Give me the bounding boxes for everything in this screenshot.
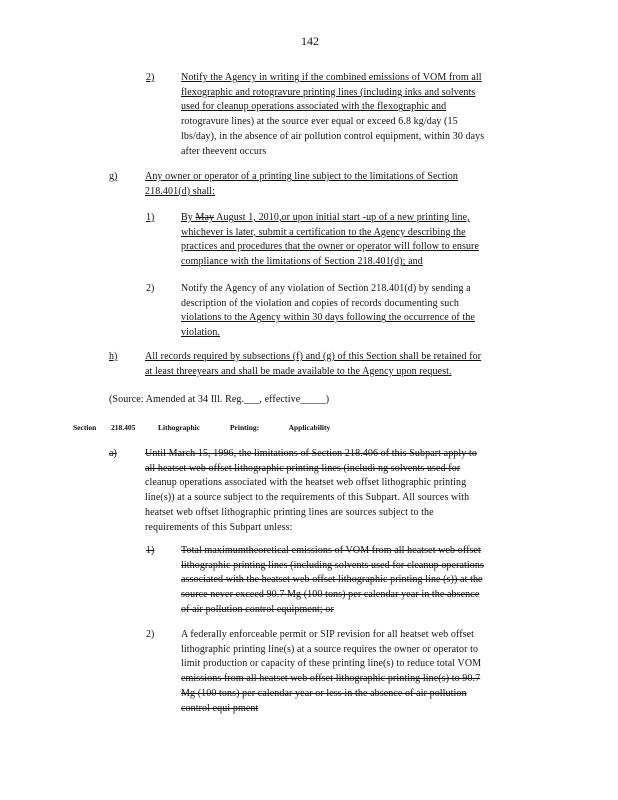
text-line: violation. (181, 327, 221, 339)
text-line: cleanup operations associated with the heatset web offset lithographic printing (145, 477, 467, 489)
text-fragment: By (181, 212, 196, 223)
text-line: source never exceed 90.7 Mg (100 tons) per calendar year in the absence (181, 589, 480, 601)
paragraph-h (145, 350, 539, 379)
text-line (181, 211, 531, 226)
item-marker: 2) (146, 72, 155, 83)
struck-text: May (195, 212, 215, 223)
text-line: all heatset web offset lithographic printing lines (includi ng solvents used for (145, 462, 461, 474)
text-line: emissions from all heatset web offset lithographic printing line(s) to 90.7 (181, 673, 481, 685)
text-fragment: August 1, 2010,or upon initial start -up of a new printing line, (214, 212, 470, 223)
text-line: of air pollution control equipment; or (181, 603, 334, 615)
text-line: Any owner or operator of a printing line subject to the limitations of Section (145, 171, 459, 182)
text-line: lithographic printing line(s) at a source requires the owner or operator to (181, 643, 479, 655)
text-line: line(s)) at a source subject to the requirements of this Subpart. All sources with (145, 492, 470, 504)
text-line: requirements of this Subpart unless: (145, 521, 293, 533)
text-line: practices and procedures that the owner or operator will follow to ensure (181, 241, 480, 253)
text-line: A federally enforceable permit or SIP revision for all heatset web offset (181, 629, 475, 640)
paragraph-a (145, 447, 537, 535)
subsection-marker-a: a) (109, 448, 117, 459)
item-marker: 2) (146, 283, 155, 294)
paragraph-g (145, 170, 517, 199)
text-line: used for cleanup operations associated with the flexographic and (181, 101, 447, 113)
paragraph-a-1 (181, 544, 537, 618)
text-line: at least threeyears and shall be made available to the Agency upon request. (145, 365, 452, 377)
section-number: 218.405 (111, 423, 136, 432)
text-line: rotogravure lines) at the source ever equal or exceed 6.8 kg/day (15 (181, 116, 458, 128)
subsection-marker-h: h) (109, 351, 118, 362)
text-line: description of the violation and copies of records documenting such (181, 297, 460, 309)
text-line: compliance with the limitations of Section 218.401(d); and (181, 256, 423, 268)
text-line: 218.401(d) shall: (145, 185, 216, 197)
text-line: Until March 15, 1996, the limitations of Section 218.406 of this Subpart apply to (145, 448, 477, 459)
text-line: flexographic and rotogravure printing lines (including inks and solvents (181, 86, 476, 98)
text-line: Total maximumtheoretical emissions of VOM from all heatset web offset (181, 545, 481, 556)
text-line: violations to the Agency within 30 days following the occurrence of the (181, 312, 475, 324)
text-line: heatset web offset lithographic printing lines are sources subject to the (145, 506, 434, 518)
item-marker: 1) (146, 212, 155, 223)
section-label: Section (73, 423, 97, 432)
paragraph-g-1 (181, 211, 531, 270)
page-number: 142 (301, 34, 319, 48)
text-line: control equi pment (181, 702, 259, 714)
text-line: Notify the Agency of any violation of Section 218.401(d) by sending a (181, 283, 471, 294)
text-line: Notify the Agency in writing if the combined emissions of VOM from all (181, 72, 482, 83)
item-marker: 2) (146, 629, 155, 640)
text-line: lbs/day), in the absence of air pollution control equipment, within 30 days (181, 130, 485, 142)
text-line: after theevent occurs (181, 145, 267, 157)
paragraph-notify-agency (181, 71, 536, 159)
text-line: All records required by subsections (f) and (g) of this Section shall be retained for (145, 351, 482, 362)
subsection-marker-g: g) (109, 171, 118, 182)
section-title: Lithographic Printing: Applicability (158, 423, 331, 432)
source-note: (Source: Amended at 34 Ill. Reg.___, effective_____) (109, 394, 330, 405)
paragraph-g-2 (181, 282, 531, 341)
item-marker: 1) (146, 545, 155, 556)
text-line: associated with the heatset web offset lithographic printing line (s)) at the (181, 574, 483, 586)
text-line: lithographic printing lines (including solvents used for cleanup operations (181, 559, 484, 571)
text-line: Mg (100 tons) per calendar year or less in the absence of air pollution (181, 687, 467, 699)
text-line: limit production or capacity of these printing line(s) to reduce total VOM (181, 658, 482, 670)
text-line: whichever is later, submit a certification to the Agency describing the (181, 226, 466, 238)
paragraph-a-2 (181, 628, 533, 716)
